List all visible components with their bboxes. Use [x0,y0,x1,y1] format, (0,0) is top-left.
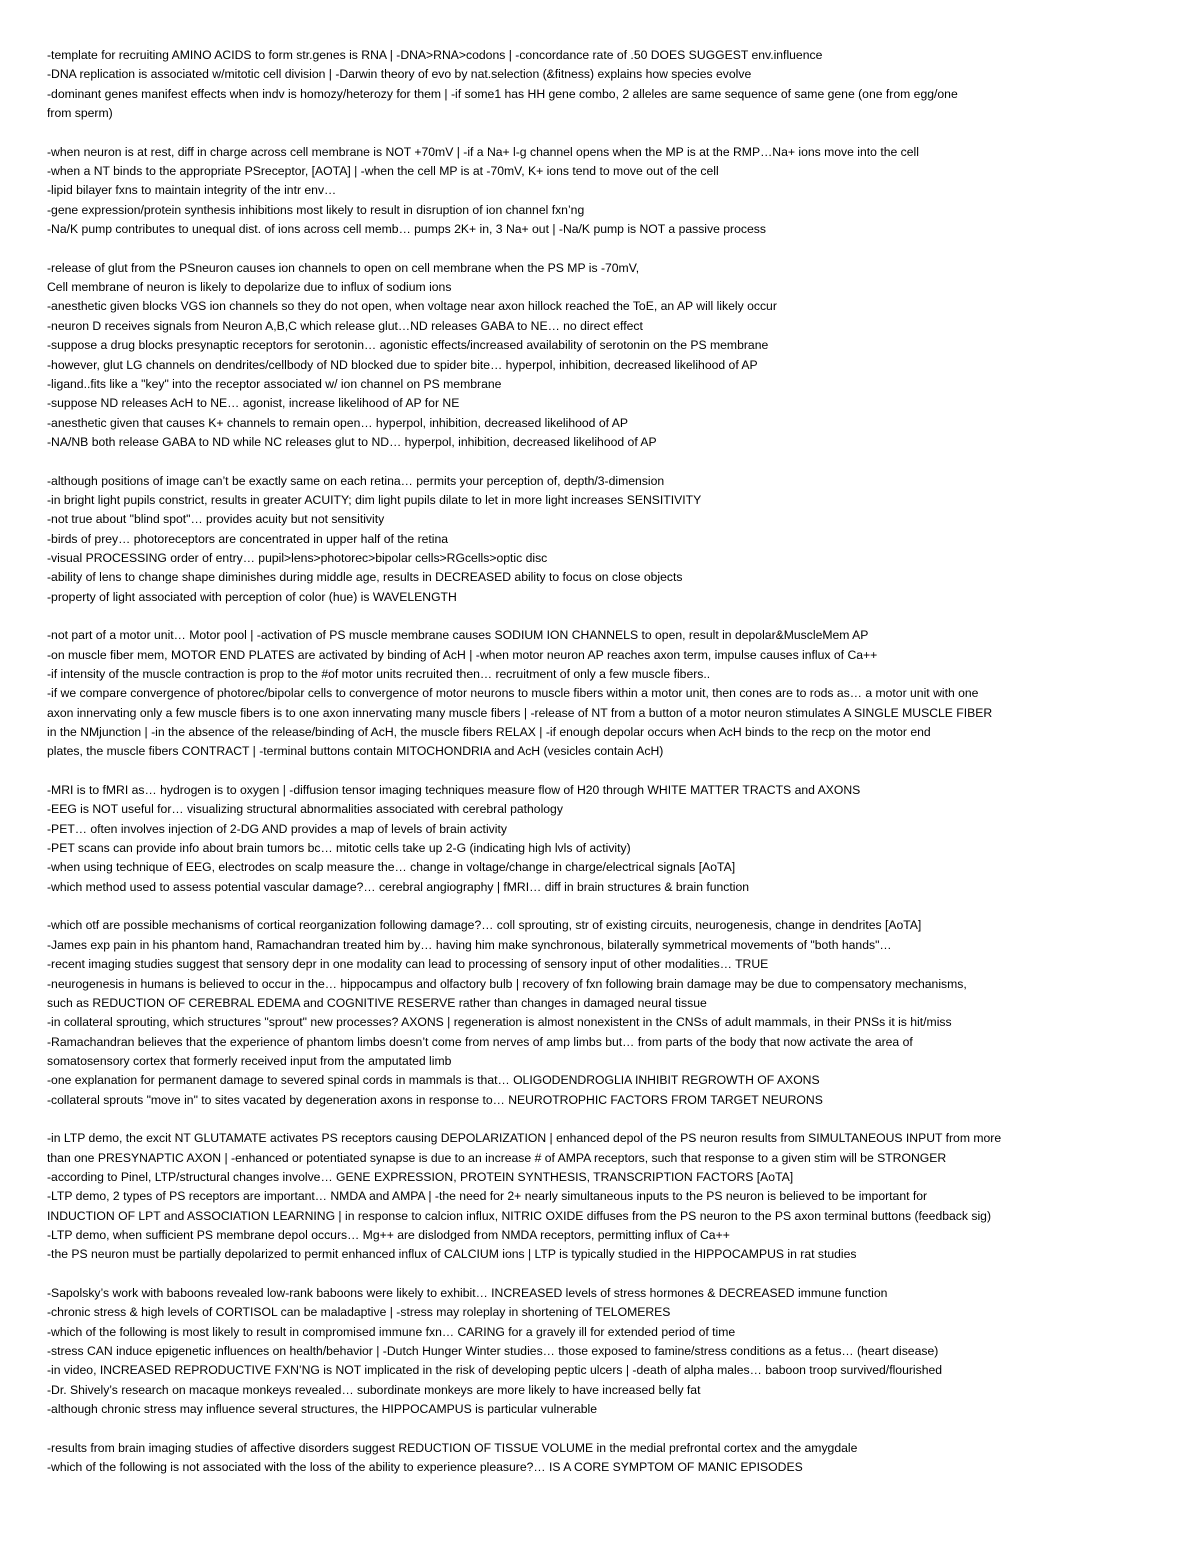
note-line: -not part of a motor unit… Motor pool | -activation of PS muscle membrane causes SODIUM ION CHANNELS to open, result in depolar&MuscleMem AP [47,628,869,643]
note-line: plates, the muscle fibers CONTRACT | -terminal buttons contain MITOCHONDRIA and AcH (vesicles contain AcH) [47,744,664,759]
note-line: -results from brain imaging studies of affective disorders suggest REDUCTION OF TISSUE VOLUME in the medial prefrontal cortex and the amygdale [47,1440,858,1455]
note-line: -although positions of image can’t be exactly same on each retina… permits your perception of, depth/3-dimension [47,473,665,488]
note-line: -MRI is to fMRI as… hydrogen is to oxygen | -diffusion tensor imaging techniques measure flow of H20 through WHITE MATTER TRACTS and AXONS [47,783,861,798]
note-line: -suppose a drug blocks presynaptic receptors for serotonin… agonistic effects/increased availability of serotonin on the PS membrane [47,338,769,353]
section-gap [47,1419,1167,1438]
note-line: -anesthetic given blocks VGS ion channels so they do not open, when voltage near axon hillock reached the ToE, an AP will likely occur [47,299,777,314]
section-gap [47,123,1167,142]
note-line: -if we compare convergence of photorec/bipolar cells to convergence of motor neurons to muscle fibers within a motor unit, then cones are to rods as… a motor unit with one [47,686,979,701]
section-gap [47,239,1167,258]
note-line: -chronic stress & high levels of CORTISOL can be maladaptive | -stress may roleplay in shortening of TELOMERES [47,1305,671,1320]
note-line: -in bright light pupils constrict, results in greater ACUITY; dim light pupils dilate to let in more light increases SENSITIVITY [47,492,702,507]
section-gap [47,897,1167,916]
note-line: -visual PROCESSING order of entry… pupil>lens>photorec>bipolar cells>RGcells>optic disc [47,550,548,565]
note-line: -Sapolsky’s work with baboons revealed low-rank baboons were likely to exhibit… INCREASED levels of stress hormones & DECREASED immune function [47,1286,888,1300]
section-gap [47,1110,1167,1129]
note-line: -in collateral sprouting, which structures "sprout" new processes? AXONS | regeneration is almost nonexistent in the CNSs of adult mammals, in their PNSs it is hit/miss [47,1015,952,1030]
note-line: -neurogenesis in humans is believed to occur in the… hippocampus and olfactory bulb | recovery of fxn following brain damage may be due to compensatory mechanisms, [47,976,967,991]
note-line: -gene expression/protein synthesis inhibitions most likely to result in disruption of ion channel fxn’ng [47,202,585,217]
note-line: -lipid bilayer fxns to maintain integrity of the intr env… [47,183,337,198]
note-line: than one PRESYNAPTIC AXON | -enhanced or potentiated synapse is due to an increase # of AMPA receptors, such that response to a given stim will be STRONGER [47,1150,947,1165]
note-line: -when using technique of EEG, electrodes on scalp measure the… change in voltage/change in charge/electrical signals [AoTA] [47,860,736,875]
note-line: -PET… often involves injection of 2-DG AND provides a map of levels of brain activity [47,821,507,836]
note-line: -EEG is NOT useful for… visualizing structural abnormalities associated with cerebral pathology [47,802,563,817]
note-line: -PET scans can provide info about brain tumors bc… mitotic cells take up 2-G (indicating high lvls of activity) [47,841,631,856]
note-line: -birds of prey… photoreceptors are concentrated in upper half of the retina [47,531,449,546]
note-line: -which otf are possible mechanisms of cortical reorganization following damage?… coll sprouting, str of existing circuits, neurogenesis, change in dendrites [AoTA] [47,918,922,933]
note-line: in the NMjunction | -in the absence of the release/binding of AcH, the muscle fibers RELAX | -if enough depolar occurs when AcH binds to the recp on the motor end [47,725,931,740]
note-line: -recent imaging studies suggest that sensory depr in one modality can lead to processing of sensory input of other modalities… TRUE [47,957,769,972]
note-line: -template for recruiting AMINO ACIDS to form str.genes is RNA | -DNA>RNA>codons | -concordance rate of .50 DOES SUGGEST env.influence [47,48,823,62]
note-line: -which method used to assess potential vascular damage?… cerebral angiography | fMRI… diff in brain structures & brain function [47,879,750,894]
note-line: -LTP demo, 2 types of PS receptors are important… NMDA and AMPA | -the need for 2+ nearly simultaneous inputs to the PS neuron is believed to be important for [47,1189,928,1204]
note-line: -dominant genes manifest effects when indv is homozy/heterozy for them | -if some1 has HH gene combo, 2 alleles are same sequence of same gene (one from egg/one [47,86,958,101]
note-line: from sperm) [47,106,113,121]
note-line: -one explanation for permanent damage to severed spinal cords in mammals is that… OLIGODENDROGLIA INHIBIT REGROWTH OF AXONS [47,1073,820,1088]
section-gap [47,762,1167,781]
section-gap [47,607,1167,626]
note-line: -NA/NB both release GABA to ND while NC releases glut to ND… hyperpol, inhibition, decreased likelihood of AP [47,434,657,449]
note-line: -when neuron is at rest, diff in charge across cell membrane is NOT +70mV | -if a Na+ l-g channel opens when the MP is at the RMP…Na+ ions move into the cell [47,144,919,159]
note-line: -Dr. Shively’s research on macaque monkeys revealed… subordinate monkeys are more likely to have increased belly fat [47,1382,701,1397]
note-line: -ability of lens to change shape diminishes during middle age, results in DECREASED ability to focus on close objects [47,570,683,585]
note-line: -property of light associated with perception of color (hue) is WAVELENGTH [47,589,457,604]
note-line: -James exp pain in his phantom hand, Ramachandran treated him by… having him make synchronous, bilaterally symmetrical movements of "both hands"… [47,937,892,952]
note-line: -according to Pinel, LTP/structural changes involve… GENE EXPRESSION, PROTEIN SYNTHESIS, TRANSCRIPTION FACTORS [AoTA] [47,1169,794,1184]
note-line: INDUCTION OF LPT and ASSOCIATION LEARNING | in response to calcion influx, NITRIC OXIDE diffuses from the PS neuron to the PS axon terminal buttons (feedback sig) [47,1208,992,1223]
note-line: -on muscle fiber mem, MOTOR END PLATES are activated by binding of AcH | -when motor neuron AP reaches axon term, impulse causes influx of Ca++ [47,647,878,662]
study-notes-document [47,46,1167,1477]
note-line: -although chronic stress may influence several structures, the HIPPOCAMPUS is particular vulnerable [47,1402,598,1417]
note-line: -anesthetic given that causes K+ channels to remain open… hyperpol, inhibition, decreased likelihood of AP [47,415,628,430]
note-line: -when a NT binds to the appropriate PSreceptor, [AOTA] | -when the cell MP is at -70mV, K+ ions tend to move out of the cell [47,164,719,179]
note-line: -DNA replication is associated w/mitotic cell division | -Darwin theory of evo by nat.selection (&fitness) explains how species evolve [47,67,752,82]
note-line: -ligand..fits like a "key" into the receptor associated w/ ion channel on PS membrane [47,376,502,391]
note-line: somatosensory cortex that formerly received input from the amputated limb [47,1053,452,1068]
note-line: -suppose ND releases AcH to NE… agonist, increase likelihood of AP for NE [47,396,460,411]
note-line: axon innervating only a few muscle fibers is to one axon innervating many muscle fibers | -release of NT from a button of a motor neuron stimulates A SINGLE MUSCLE FIBER [47,705,993,720]
section-gap [47,452,1167,471]
note-line: -Ramachandran believes that the experience of phantom limbs doesn’t come from nerves of amp limbs but… from parts of the body that now activate the area of [47,1034,913,1049]
note-line: -collateral sprouts "move in" to sites vacated by degeneration axons in response to… NEUROTROPHIC FACTORS FROM TARGET NEURONS [47,1092,823,1107]
note-line: -however, glut LG channels on dendrites/cellbody of ND blocked due to spider bite… hyperpol, inhibition, decreased likelihood of AP [47,357,758,372]
note-line: -not true about "blind spot"… provides acuity but not sensitivity [47,512,385,527]
note-line: -Na/K pump contributes to unequal dist. of ions across cell memb… pumps 2K+ in, 3 Na+ out | -Na/K pump is NOT a passive process [47,222,766,237]
note-line: -stress CAN induce epigenetic influences on health/behavior | -Dutch Hunger Winter studies… those exposed to famine/stress conditions as a fetus… (heart disease) [47,1344,939,1359]
note-line: such as REDUCTION OF CEREBRAL EDEMA and COGNITIVE RESERVE rather than changes in damaged neural tissue [47,995,707,1010]
note-line: -release of glut from the PSneuron causes ion channels to open on cell membrane when the PS MP is -70mV, [47,260,640,275]
note-line: -which of the following is most likely to result in compromised immune fxn… CARING for a gravely ill for extended period of time [47,1324,736,1339]
note-line: -in LTP demo, the excit NT GLUTAMATE activates PS receptors causing DEPOLARIZATION | enhanced depol of the PS neuron results from SIMULTANEOUS INPUT from more [47,1131,1002,1146]
note-line: -in video, INCREASED REPRODUCTIVE FXN’NG is NOT implicated in the risk of developing peptic ulcers | -death of alpha males… baboon troop survived/flourished [47,1363,943,1378]
section-gap [47,1265,1167,1284]
note-line: -if intensity of the muscle contraction is prop to the #of motor units recruited then… recruitment of only a few muscle fibers.. [47,667,711,681]
note-line: -neuron D receives signals from Neuron A,B,C which release glut…ND releases GABA to NE… no direct effect [47,318,643,333]
note-line: -LTP demo, when sufficient PS membrane depol occurs… Mg++ are dislodged from NMDA receptors, permitting influx of Ca++ [47,1227,730,1242]
note-line: -the PS neuron must be partially depolarized to permit enhanced influx of CALCIUM ions | LTP is typically studied in the HIPPOCAMPUS in rat studies [47,1247,857,1262]
note-line: Cell membrane of neuron is likely to depolarize due to influx of sodium ions [47,280,452,295]
note-line: -which of the following is not associated with the loss of the ability to experience pleasure?… IS A CORE SYMPTOM OF MANIC EPISODES [47,1460,803,1475]
